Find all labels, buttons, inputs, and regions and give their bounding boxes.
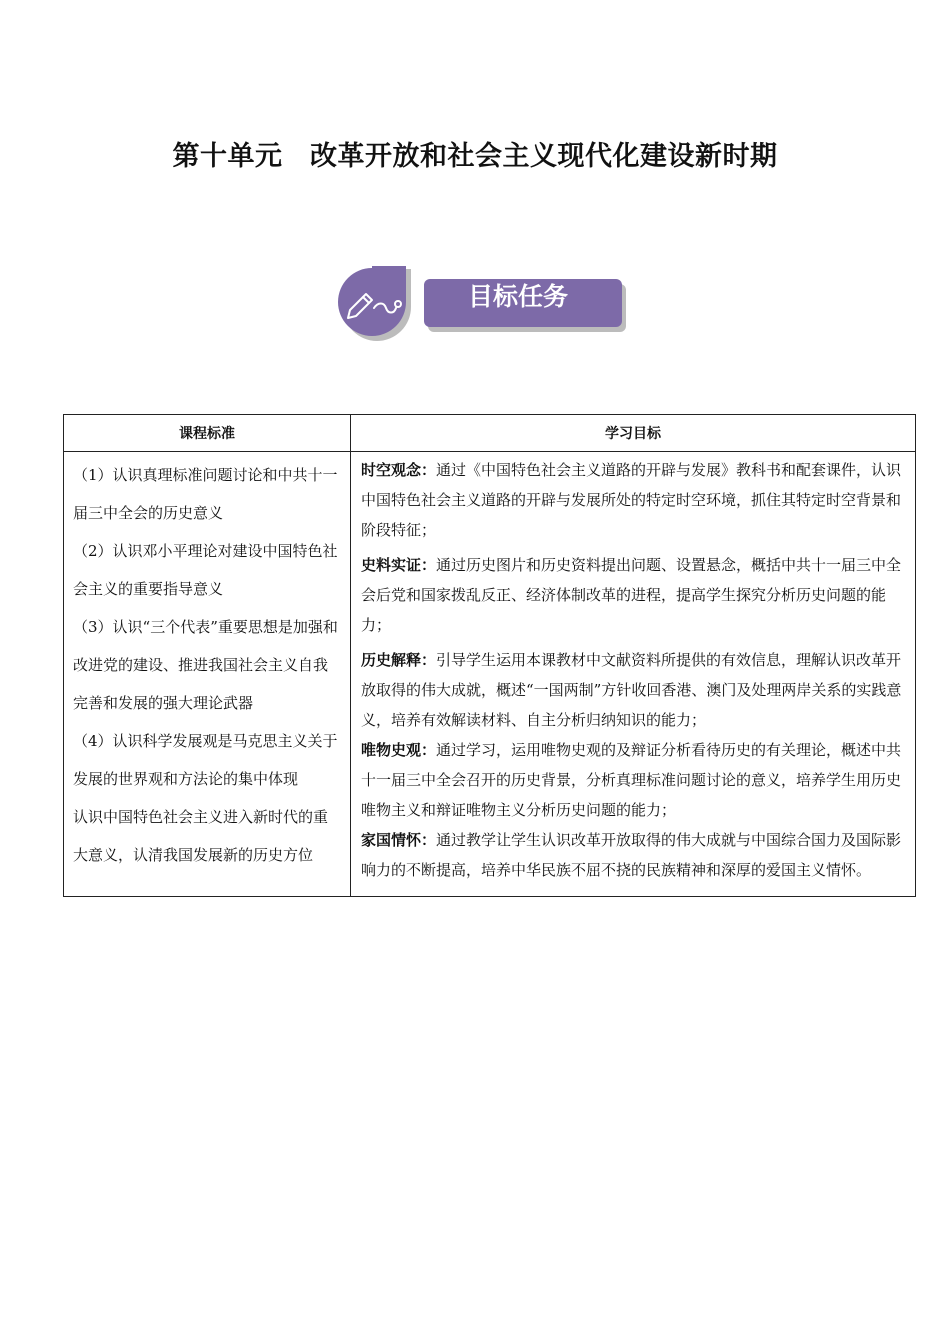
- objective-label: 唯物史观：: [361, 741, 437, 759]
- course-standards-cell: [64, 452, 351, 897]
- header-course-standards: 课程标准: [64, 415, 351, 452]
- objective-item: [361, 735, 905, 825]
- standard-item: （2）认识邓小平理论对建设中国特色社会主义的重要指导意义: [73, 542, 338, 598]
- header-learning-objectives: 学习目标: [351, 415, 916, 452]
- learning-objectives-cell: [351, 452, 916, 897]
- objective-label: 历史解释：: [361, 651, 437, 669]
- objective-text: 通过《中国特色社会主义道路的开辟与发展》教科书和配套课件，认识中国特色社会主义道路的开辟与发展所处的特定时空环境，抓住其特定时空背景和阶段特征；: [361, 461, 902, 539]
- goals-table: [63, 414, 916, 897]
- objective-item: [361, 825, 905, 885]
- objective-text: 引导学生运用本课教材中文献资料所提供的有效信息，理解认识改革开放取得的伟大成就，概述“一国两制”方针收回香港、澳门及处理两岸关系的实践意义，培养有效解读材料、自主分析归纳知识的能力；: [361, 651, 902, 729]
- objective-item: [361, 645, 905, 735]
- standard-item: 认识中国特色社会主义进入新时代的重大意义，认清我国发展新的历史方位: [73, 808, 329, 864]
- pen-icon: [336, 264, 412, 342]
- objective-item: [361, 455, 905, 545]
- objective-label: 史料实证：: [361, 556, 437, 574]
- objective-label: 家国情怀：: [361, 831, 437, 849]
- objective-label: 时空观念：: [361, 461, 437, 479]
- table-row: [64, 452, 916, 897]
- objective-text: 通过学习，运用唯物史观的及辩证分析看待历史的有关理论，概述中共十一届三中全会召开的历史背景，分析真理标准问题讨论的意义，培养学生用历史唯物主义和辩证唯物主义分析历史问题的能力；: [361, 741, 902, 819]
- objective-text: 通过教学让学生认识改革开放取得的伟大成就与中国综合国力及国际影响力的不断提高，培养中华民族不屈不挠的民族精神和深厚的爱国主义情怀。: [361, 831, 902, 879]
- objective-item: [361, 550, 905, 640]
- section-badge-label: 目标任务: [468, 282, 569, 311]
- objective-text: 通过历史图片和历史资料提出问题、设置悬念，概括中共十一届三中全会后党和国家拨乱反正、经济体制改革的进程，提高学生探究分析历史问题的能力；: [361, 556, 902, 634]
- page-title: 第十单元 改革开放和社会主义现代化建设新时期: [172, 141, 778, 172]
- standard-item: （1）认识真理标准问题讨论和中共十一届三中全会的历史意义: [73, 466, 338, 522]
- table-header-row: [64, 415, 916, 452]
- standard-item: （3）认识“三个代表”重要思想是加强和改进党的建设、推进我国社会主义自我完善和发展的强大理论武器: [73, 618, 338, 712]
- standard-item: （4）认识科学发展观是马克思主义关于发展的世界观和方法论的集中体现: [73, 732, 338, 788]
